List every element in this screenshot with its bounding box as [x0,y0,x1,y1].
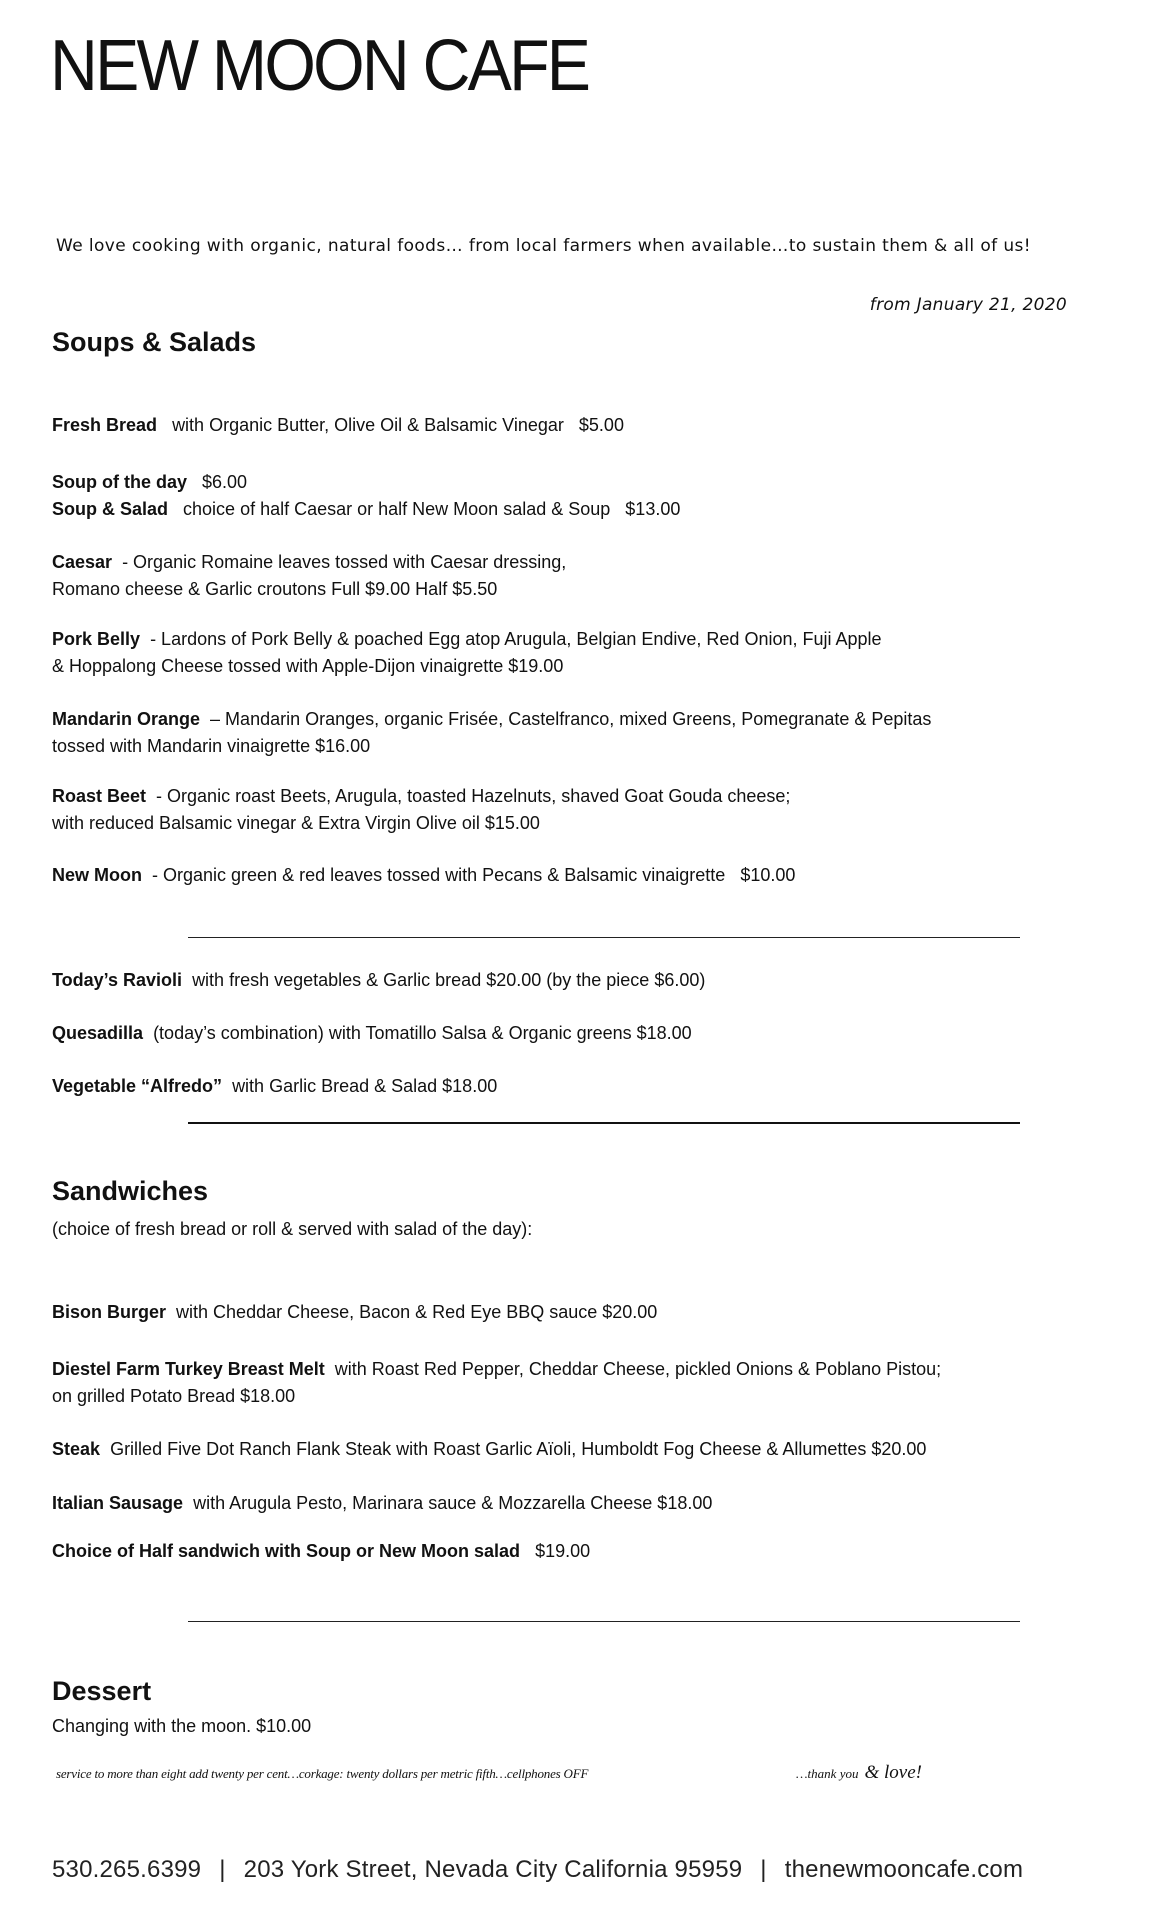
item-desc: - Organic green & red leaves tossed with Pecans & Balsamic vinaigrette [152,865,726,885]
menu-item [52,1490,712,1517]
menu-item [52,469,247,496]
item-name: Diestel Farm Turkey Breast Melt [52,1359,325,1379]
menu-item [52,1073,497,1100]
item-desc: with Roast Red Pepper, Cheddar Cheese, pickled Onions & Poblano Pistou; [334,1359,942,1379]
service-note: service to more than eight add twenty per cent…corkage: twenty dollars per metric fifth…cellphones OFF [56,1766,589,1781]
item-name: Pork Belly [52,629,141,649]
menu-item [52,1299,657,1326]
menu-item [52,967,705,994]
item-desc-line2: & Hoppalong Cheese tossed with Apple-Dijon vinaigrette $19.00 [52,656,564,676]
item-name: Choice of Half sandwich with Soup or New Moon salad [52,1541,521,1561]
tagline: We love cooking with organic, natural foods… from local farmers when available…to sustain them & all of us! [56,236,1031,256]
item-desc: with Arugula Pesto, Marinara sauce & Mozzarella Cheese $18.00 [193,1493,713,1513]
item-price: $6.00 [202,472,248,492]
item-desc: with Cheddar Cheese, Bacon & Red Eye BBQ sauce $20.00 [176,1302,658,1322]
menu-item [52,706,931,760]
menu-item [52,862,795,889]
separator: | [760,1856,767,1883]
item-name: Vegetable “Alfredo” [52,1076,223,1096]
divider [188,937,1020,938]
contact-line [52,1856,1023,1884]
item-desc-line2: with reduced Balsamic vinegar & Extra Virgin Olive oil $15.00 [52,813,540,833]
love-text: & love! [864,1762,922,1783]
menu-item [52,496,680,523]
item-name: Quesadilla [52,1023,144,1043]
item-name: Fresh Bread [52,415,158,435]
cafe-title: NEW MOON CAFE [50,26,589,106]
item-desc: (today’s combination) with Tomatillo Salsa & Organic greens $18.00 [153,1023,692,1043]
item-name: Soup & Salad [52,499,169,519]
section-heading-sandwiches: Sandwiches [52,1176,209,1206]
divider [188,1621,1020,1622]
item-price: $10.00 [740,865,796,885]
menu-date: from January 21, 2020 [869,295,1067,315]
section-heading-soups-salads: Soups & Salads [52,327,257,357]
separator: | [219,1856,226,1883]
phone-number: 530.265.6399 [52,1856,202,1883]
menu-item [52,1538,590,1565]
item-name: Soup of the day [52,472,187,492]
item-desc: with Organic Butter, Olive Oil & Balsamic Vinegar [172,415,564,435]
item-desc: – Mandarin Oranges, organic Frisée, Castelfranco, mixed Greens, Pomegranate & Pepitas [210,709,932,729]
item-desc-line2: tossed with Mandarin vinaigrette $16.00 [52,736,371,756]
item-desc: with fresh vegetables & Garlic bread $20.00 (by the piece $6.00) [192,970,706,990]
item-price: $19.00 [535,1541,591,1561]
item-desc: - Lardons of Pork Belly & poached Egg atop Arugula, Belgian Endive, Red Onion, Fuji Apple [150,629,882,649]
menu-item [52,549,566,603]
item-name: Mandarin Orange [52,709,201,729]
website-link[interactable]: thenewmooncafe.com [784,1856,1024,1883]
item-name: Caesar [52,552,113,572]
divider [188,1122,1020,1124]
item-name: Today’s Ravioli [52,970,183,990]
item-name: New Moon [52,865,142,885]
item-desc: - Organic Romaine leaves tossed with Caesar dressing, [122,552,567,572]
dessert-text: Changing with the moon. $10.00 [52,1716,312,1736]
item-price: $5.00 [578,415,624,435]
menu-item [52,1020,692,1047]
item-desc: Grilled Five Dot Ranch Flank Steak with Roast Garlic Aïoli, Humboldt Fog Cheese & Allumettes $20.00 [110,1439,927,1459]
item-name: Bison Burger [52,1302,167,1322]
menu-item [52,626,882,680]
section-heading-dessert: Dessert [52,1676,152,1706]
item-desc: - Organic roast Beets, Arugula, toasted Hazelnuts, shaved Goat Gouda cheese; [156,786,791,806]
item-desc: with Garlic Bread & Salad $18.00 [232,1076,498,1096]
item-name: Roast Beet [52,786,147,806]
menu-item [52,412,624,439]
item-name: Steak [52,1439,101,1459]
address: 203 York Street, Nevada City California 95959 [243,1856,743,1883]
item-name: Italian Sausage [52,1493,184,1513]
item-price: $13.00 [625,499,681,519]
menu-item [52,1436,926,1463]
item-desc-line2: Romano cheese & Garlic croutons Full $9.00 Half $5.50 [52,579,498,599]
thank-you-note [796,1762,922,1784]
item-desc-line2: on grilled Potato Bread $18.00 [52,1386,296,1406]
section-subheading: (choice of fresh bread or roll & served with salad of the day): [52,1219,533,1239]
thank-you-text: …thank you [796,1766,859,1781]
item-desc: choice of half Caesar or half New Moon salad & Soup [183,499,611,519]
menu-item [52,783,790,837]
menu-item [52,1356,941,1410]
